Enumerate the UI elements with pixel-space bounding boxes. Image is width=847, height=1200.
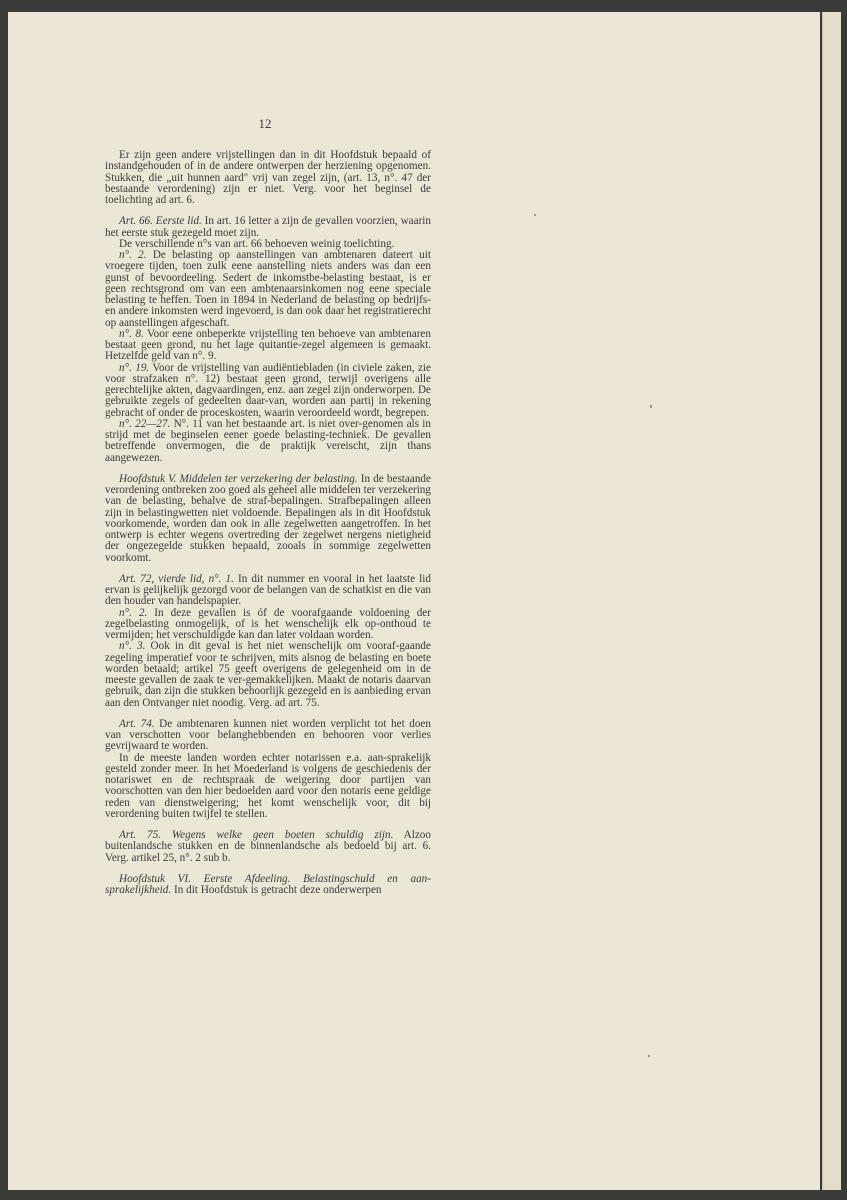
- paragraph-lead: n°. 2.: [119, 606, 148, 619]
- paragraph-text: Er zijn geen andere vrijstellingen dan in dit Hoofdstuk bepaald of instandgehouden of in de andere ontwerpen der herziening opgenomen. Stukken, die „uit hunnen aard" vrij van zegel zijn, (art. 13, n°. 47 der bestaande verordening) zijn er niet. Verg. voor het beginsel de toelichting ad art. 6.: [105, 149, 431, 206]
- paragraph: [105, 641, 431, 709]
- paragraph-lead: Art. 75. Wegens welke geen boeten schuldig zijn.: [119, 829, 394, 841]
- paragraph: [105, 830, 431, 864]
- next-page-edge: [822, 12, 841, 1190]
- paragraph-lead: Art. 66. Eerste lid.: [119, 215, 202, 228]
- paragraph: [105, 150, 431, 206]
- paragraph-text: In deze gevallen is óf de voorafgaande voldoening der zegelbelasting onmogelijk, of is het wenschelijk elk op-onthoud te vermijden; het verschuldigde kan dan later voldaan worden.: [105, 606, 431, 641]
- paper-speck: [534, 214, 536, 216]
- paragraph-lead: n°. 22—27.: [119, 417, 171, 430]
- paragraph: [105, 753, 431, 821]
- paragraph-text: De belasting op aanstellingen van ambtenaren dateert uit vroegere tijden, toen zulk eene aanstelling niets anders was dan een gunst of bevoordeeling. Sedert de inkomstbe-belasting bestaat, is er geen rechtsgrond om van een ambtenaarsinkomen nog eene speciale belasting te heffen. Toen in 1894 in Nederland de belasting op bedrijfs- en andere inkomsten werd ingevoerd, is dan ook daar het registratierecht op aanstellingen afgeschaft.: [105, 249, 431, 329]
- page-number: 12: [258, 116, 272, 131]
- paragraph-text: N°. 11 van het bestaande art. is niet over-genomen als in strijd met de beginselen eener goede belasting-techniek. De gevallen betreffende onvermogen, die de praktijk vereischt, zijn thans aangewezen.: [105, 417, 432, 464]
- paragraph-lead: Art. 74.: [119, 717, 155, 730]
- paragraph-text: Voor de vrijstelling van audiëntiebladen (in civiele zaken, zie voor strafzaken n°. 12) bestaat geen grond, terwijl overigens alle gerechtelijke akten, dagvaardingen, enz. aan zegel zijn onderworpen. De gebruikte zegels of gedeelten daar-van, worden aan partij in rekening gebracht of onder de proceskosten, waarin veroordeeld wordt, begrepen.: [105, 361, 431, 419]
- paragraph: [105, 719, 431, 753]
- paragraph: [105, 250, 431, 329]
- paragraph-text: Ook in dit geval is het niet wenschelijk om vooraf-gaande zegeling imperatief voor te schrijven, mits alsnog de belasting en boete worden betaald; artikel 75 geeft overigens de gelegenheid om in de meeste gevallen de zaak te ver-gemakkelijken. Maakt de notaris daarvan gebruik, dan zijn die stukken behoorlijk gezegeld en is aanbieding ervan aan den Ontvanger niet noodig. Verg. ad art. 75.: [105, 640, 431, 709]
- paragraph: [105, 874, 431, 897]
- paragraph-text: De verschillende n°s van art. 66 behoeven weinig toelichting.: [119, 237, 395, 250]
- paragraph-lead: n°. 3.: [119, 640, 146, 653]
- paragraph-text: De ambtenaren kunnen niet worden verplicht tot het doen van verschotten voor belanghebbenden en behooren voor verlies gevrijwaard te worden.: [105, 717, 431, 753]
- paragraph-text: Voor eene onbeperkte vrijstelling ten behoeve van ambtenaren bestaat geen grond, nu het lage quitantie-zegel algemeen is gemaakt. Hetzelfde geld van n°. 9.: [105, 327, 431, 363]
- paragraph: [105, 363, 431, 419]
- paragraph-lead: Hoofdstuk V. Middelen ter verzekering der belasting.: [119, 472, 358, 485]
- paragraph: [105, 216, 431, 239]
- paragraph-lead: Art. 72, vierde lid, n°. 1.: [119, 572, 234, 585]
- paragraph: [105, 329, 431, 363]
- paragraph: [105, 474, 431, 564]
- paragraph: [105, 419, 431, 464]
- paragraph-text: Alzoo buitenlandsche stukken en de binnenlandsche als bedoeld bij art. 6. Verg. artikel 25, n°. 2 sub b.: [105, 829, 431, 864]
- paragraph: [105, 608, 431, 642]
- paragraph-text: In art. 16 letter a zijn de gevallen voorzien, waarin het eerste stuk gezegeld moet zijn.: [105, 215, 432, 239]
- paper-speck: [650, 405, 652, 408]
- paragraph: [105, 574, 431, 608]
- paragraph-lead: Hoofdstuk VI. Eerste Afdeeling. Belastingschuld en aan-sprakelijkheid.: [105, 872, 431, 896]
- body-text: [105, 150, 431, 896]
- paragraph-text: In de meeste landen worden echter notarissen e.a. aan-sprakelijk gesteld zonder meer. In het Moederland is volgens de geschiedenis der notariswet en de rechtspraak de weigering door partijen van voorschotten van den hier bedoelden aard voor den notaris eene geldige reden van dienstweigering; het komt wenschelijk voor, dit bij verordening buiten twijfel te stellen.: [105, 751, 431, 820]
- paragraph-lead: n°. 19.: [119, 361, 150, 374]
- paragraph-text: In dit Hoofdstuk is getracht deze onderwerpen: [171, 884, 382, 896]
- paragraph-lead: n°. 8.: [119, 327, 144, 340]
- paper-speck: [648, 1055, 650, 1057]
- paragraph-text: In dit nummer en vooral in het laatste lid ervan is gelijkelijk gezorgd voor de belangen van de schatkist en die van den houder van handelspapier.: [105, 572, 431, 608]
- paragraph-text: In de bestaande verordening ontbreken zoo goed als geheel alle middelen ter verzekering van de belasting, behalve de straf-bepalingen. Strafbepalingen alleen zijn in belastingwetten niet voldoende. Bepalingen als in dit Hoofdstuk voorkomende, worden dan ook in alle zegelwetten aangetroffen. In het ontwerp is echter wegens overtreding der zegelwet nergens nietigheid der ongezegelde stukken bepaald, zooals in sommige zegelwetten voorkomt.: [105, 472, 431, 564]
- paragraph-lead: n°. 2.: [119, 249, 147, 261]
